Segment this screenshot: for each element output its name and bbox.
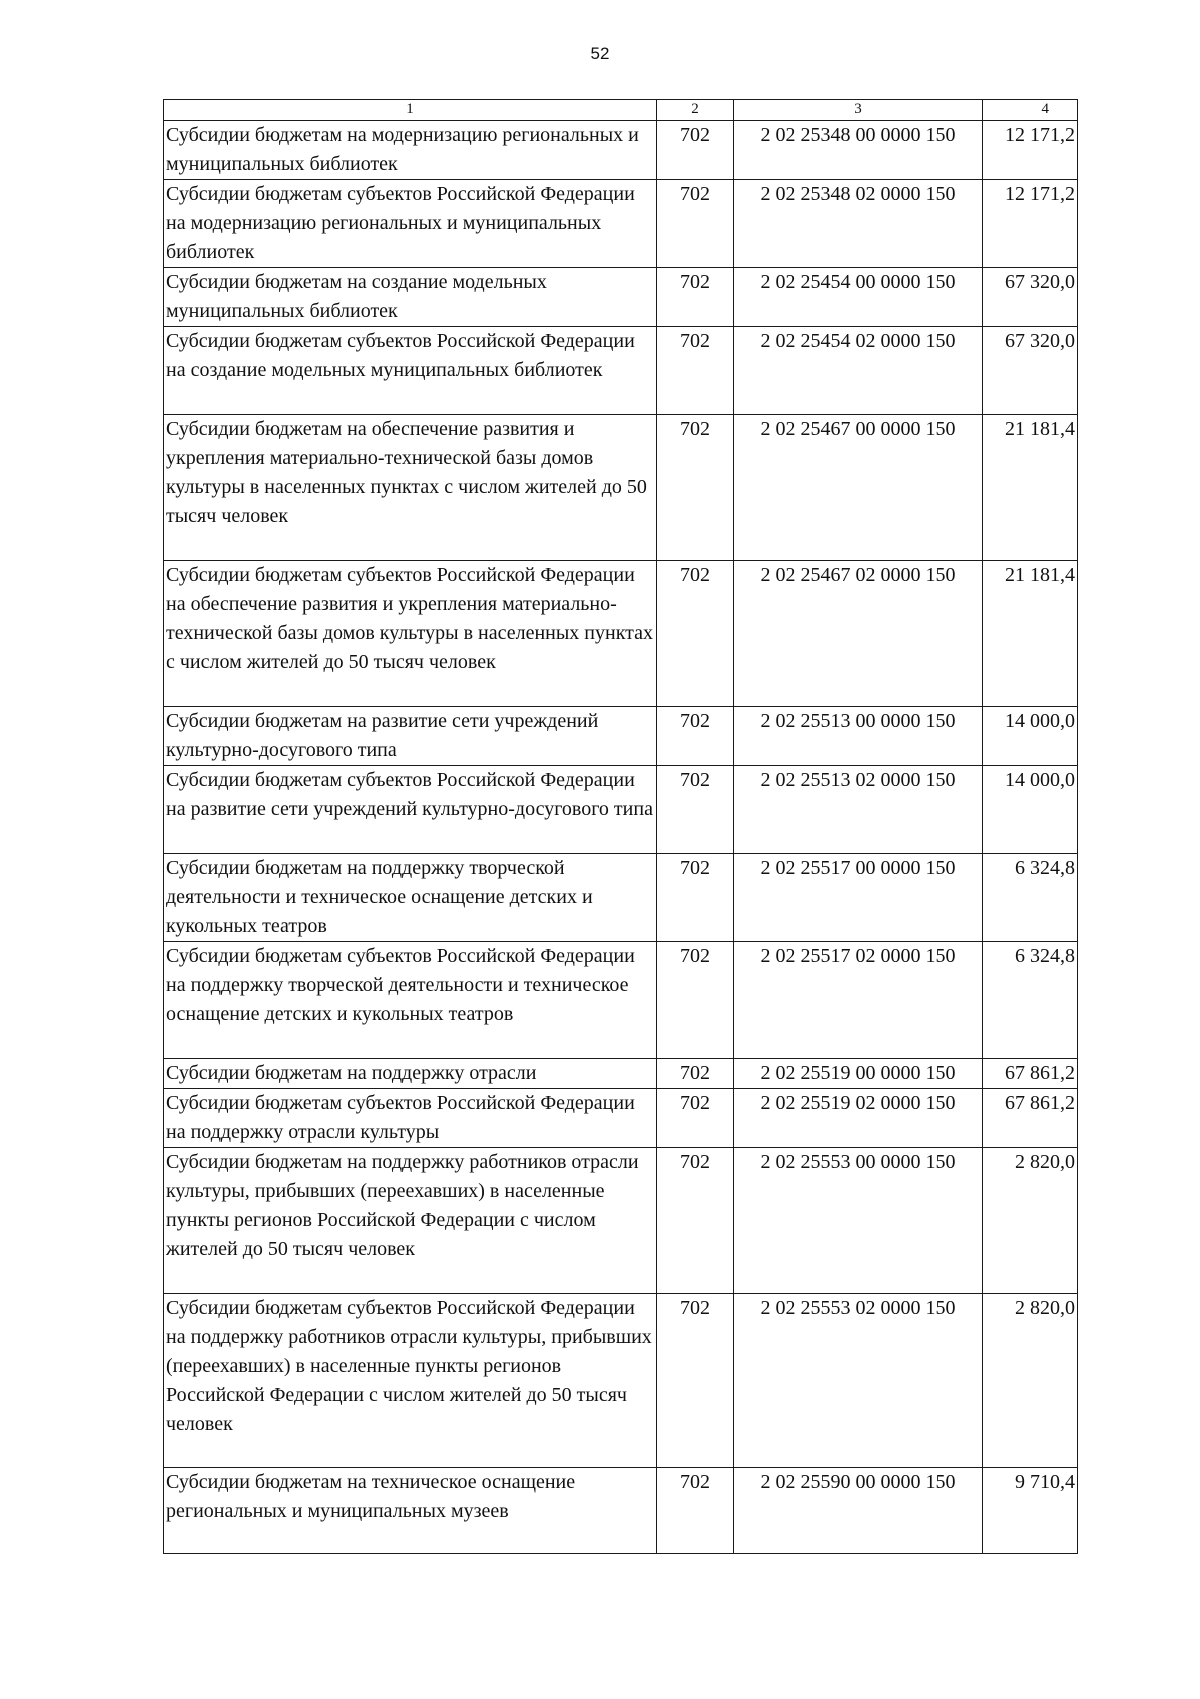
- row-description: Субсидии бюджетам на поддержку работников отрасли культуры, прибывших (переехавших) в населенные пункты регионов Российской Федерации с числом жителей до 50 тысяч человек: [164, 1148, 657, 1294]
- column-header-4: 4: [983, 100, 1078, 121]
- column-header-1: 1: [164, 100, 657, 121]
- row-budget-code: 2 02 25519 02 0000 150: [734, 1089, 983, 1148]
- table-row: [164, 121, 1078, 180]
- row-amount: 67 861,2: [983, 1089, 1078, 1148]
- row-budget-code: 2 02 25517 02 0000 150: [734, 942, 983, 1059]
- row-budget-code: 2 02 25519 00 0000 150: [734, 1059, 983, 1089]
- row-amount: 21 181,4: [983, 561, 1078, 707]
- row-description: Субсидии бюджетам субъектов Российской Федерации на поддержку работников отрасли культуры, прибывших (переехавших) в населенные пункты регионов Российской Федерации с числом жителей до 50 тысяч человек: [164, 1294, 657, 1468]
- row-code: 702: [657, 1089, 734, 1148]
- row-code: 702: [657, 180, 734, 268]
- row-code: 702: [657, 415, 734, 561]
- row-description: Субсидии бюджетам субъектов Российской Федерации на поддержку отрасли культуры: [164, 1089, 657, 1148]
- table-row: [164, 766, 1078, 854]
- table-row: [164, 1089, 1078, 1148]
- row-budget-code: 2 02 25348 00 0000 150: [734, 121, 983, 180]
- row-budget-code: 2 02 25553 02 0000 150: [734, 1294, 983, 1468]
- row-code: 702: [657, 707, 734, 766]
- row-description: Субсидии бюджетам на поддержку отрасли: [164, 1059, 657, 1089]
- row-budget-code: 2 02 25467 02 0000 150: [734, 561, 983, 707]
- row-amount: 14 000,0: [983, 766, 1078, 854]
- row-code: 702: [657, 327, 734, 415]
- table-row: [164, 268, 1078, 327]
- row-code: 702: [657, 268, 734, 327]
- row-amount: 6 324,8: [983, 854, 1078, 942]
- table-row: [164, 707, 1078, 766]
- row-budget-code: 2 02 25467 00 0000 150: [734, 415, 983, 561]
- table-row: [164, 561, 1078, 707]
- row-amount: 9 710,4: [983, 1468, 1078, 1554]
- row-description: Субсидии бюджетам на обеспечение развития и укрепления материально-технической базы домов культуры в населенных пунктах с числом жителей до 50 тысяч человек: [164, 415, 657, 561]
- table-row: [164, 415, 1078, 561]
- row-description: Субсидии бюджетам субъектов Российской Федерации на поддержку творческой деятельности и техническое оснащение детских и кукольных театров: [164, 942, 657, 1059]
- row-amount: 67 320,0: [983, 268, 1078, 327]
- row-amount: 12 171,2: [983, 121, 1078, 180]
- table-row: [164, 1148, 1078, 1294]
- row-amount: 14 000,0: [983, 707, 1078, 766]
- row-amount: 12 171,2: [983, 180, 1078, 268]
- row-description: Субсидии бюджетам субъектов Российской Федерации на развитие сети учреждений культурно-досугового типа: [164, 766, 657, 854]
- column-header-3: 3: [734, 100, 983, 121]
- row-code: 702: [657, 1294, 734, 1468]
- row-code: 702: [657, 766, 734, 854]
- row-budget-code: 2 02 25348 02 0000 150: [734, 180, 983, 268]
- table-body: [164, 121, 1078, 1554]
- row-budget-code: 2 02 25454 00 0000 150: [734, 268, 983, 327]
- table-row: [164, 854, 1078, 942]
- row-amount: 67 861,2: [983, 1059, 1078, 1089]
- row-budget-code: 2 02 25513 00 0000 150: [734, 707, 983, 766]
- table-header-row: [164, 100, 1078, 121]
- table-row: [164, 180, 1078, 268]
- row-amount: 2 820,0: [983, 1294, 1078, 1468]
- column-header-2: 2: [657, 100, 734, 121]
- row-code: 702: [657, 561, 734, 707]
- row-budget-code: 2 02 25517 00 0000 150: [734, 854, 983, 942]
- row-code: 702: [657, 854, 734, 942]
- row-description: Субсидии бюджетам на поддержку творческой деятельности и техническое оснащение детских и кукольных театров: [164, 854, 657, 942]
- page-number: 52: [590, 44, 610, 63]
- row-description: Субсидии бюджетам субъектов Российской Федерации на обеспечение развития и укрепления материально-технической базы домов культуры в населенных пунктах с числом жителей до 50 тысяч человек: [164, 561, 657, 707]
- row-description: Субсидии бюджетам на создание модельных муниципальных библиотек: [164, 268, 657, 327]
- row-description: Субсидии бюджетам субъектов Российской Федерации на модернизацию региональных и муниципальных библиотек: [164, 180, 657, 268]
- row-amount: 67 320,0: [983, 327, 1078, 415]
- table-row: [164, 942, 1078, 1059]
- row-budget-code: 2 02 25590 00 0000 150: [734, 1468, 983, 1554]
- row-description: Субсидии бюджетам на развитие сети учреждений культурно-досугового типа: [164, 707, 657, 766]
- table-row: [164, 1059, 1078, 1089]
- row-code: 702: [657, 942, 734, 1059]
- row-amount: 2 820,0: [983, 1148, 1078, 1294]
- row-budget-code: 2 02 25553 00 0000 150: [734, 1148, 983, 1294]
- budget-table: [163, 99, 1078, 1554]
- row-budget-code: 2 02 25454 02 0000 150: [734, 327, 983, 415]
- row-amount: 6 324,8: [983, 942, 1078, 1059]
- table-row: [164, 1468, 1078, 1554]
- row-description: Субсидии бюджетам на модернизацию региональных и муниципальных библиотек: [164, 121, 657, 180]
- row-amount: 21 181,4: [983, 415, 1078, 561]
- row-budget-code: 2 02 25513 02 0000 150: [734, 766, 983, 854]
- table-row: [164, 327, 1078, 415]
- row-code: 702: [657, 1059, 734, 1089]
- row-code: 702: [657, 121, 734, 180]
- table-row: [164, 1294, 1078, 1468]
- row-code: 702: [657, 1148, 734, 1294]
- row-description: Субсидии бюджетам на техническое оснащение региональных и муниципальных музеев: [164, 1468, 657, 1554]
- row-description: Субсидии бюджетам субъектов Российской Федерации на создание модельных муниципальных библиотек: [164, 327, 657, 415]
- row-code: 702: [657, 1468, 734, 1554]
